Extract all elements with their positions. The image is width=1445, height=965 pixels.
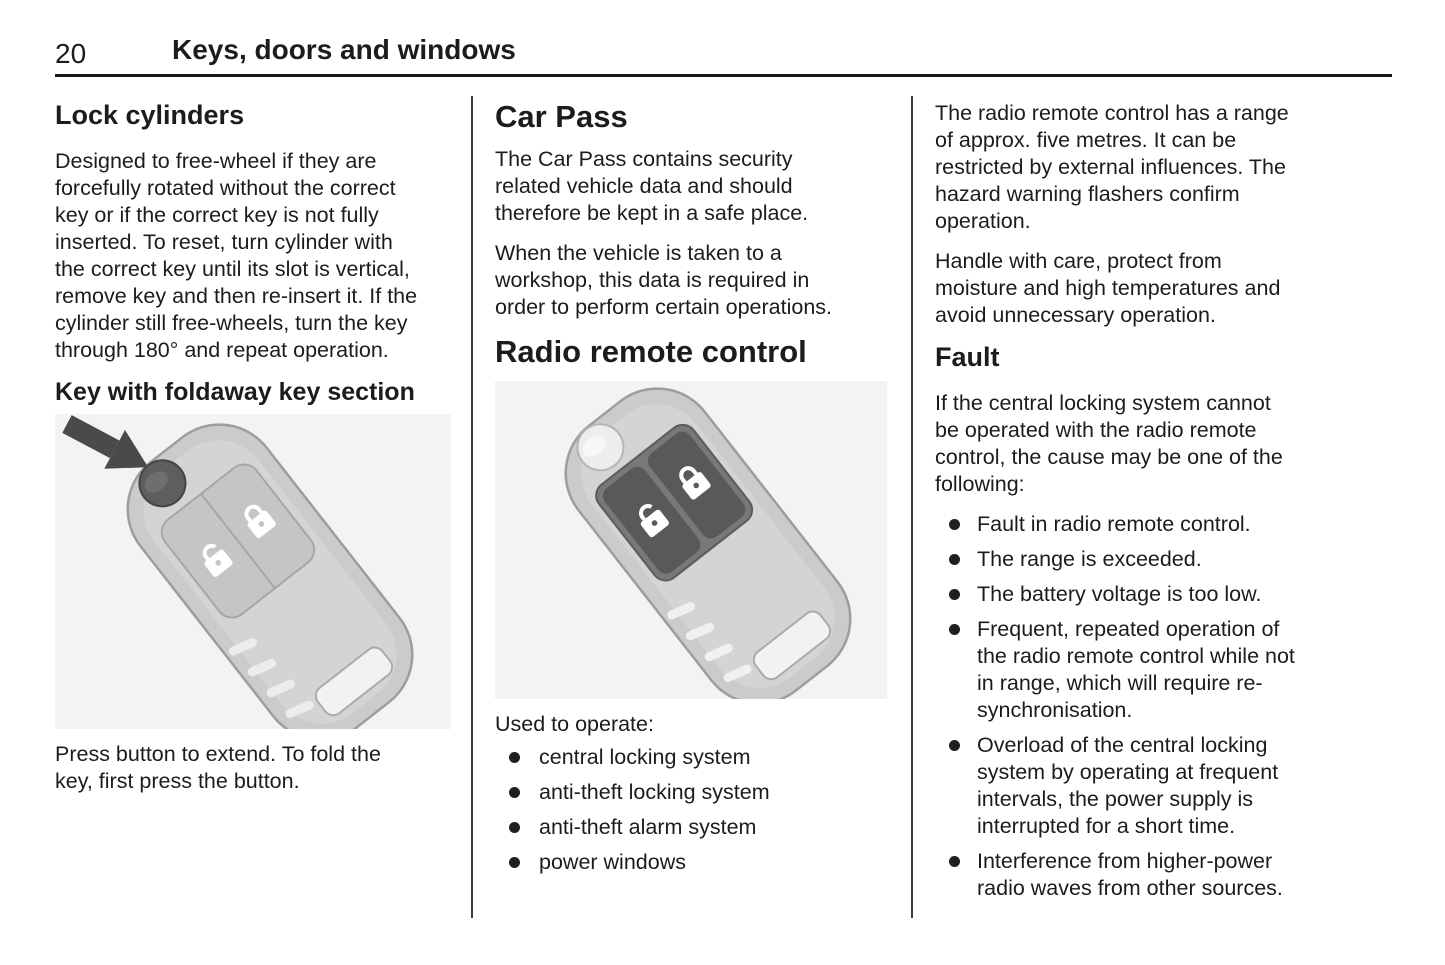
list-item (935, 732, 1297, 840)
list-item (935, 546, 1297, 573)
bullet-icon (949, 519, 960, 530)
car-pass-para1: The Car Pass contains security related vehicle data and should therefore be kept in a safe place. (495, 147, 809, 225)
bullet-icon (509, 857, 520, 868)
bullet-icon (509, 787, 520, 798)
list-item-text: power windows (539, 850, 686, 874)
column-right (935, 100, 1297, 910)
list-item-text: Overload of the central locking system by operating at frequent intervals, the power supply is interrupted for a short time. (977, 733, 1279, 838)
list-item-text: central locking system (539, 745, 751, 769)
radio-remote-illustration (495, 381, 855, 699)
fault-intro: If the central locking system cannot be operated with the radio remote control, the cause may be one of the following: (935, 391, 1283, 496)
list-item (495, 779, 855, 806)
chapter-title: Keys, doors and windows (172, 34, 516, 65)
list-item (935, 511, 1297, 538)
heading-foldaway-key: Key with foldaway key section (55, 378, 415, 406)
bullet-icon (949, 856, 960, 867)
heading-car-pass: Car Pass (495, 99, 628, 134)
column-middle (495, 100, 855, 884)
list-item (495, 744, 855, 771)
bullet-icon (949, 554, 960, 565)
header-rule (55, 74, 1392, 77)
list-item-text: The range is exceeded. (977, 547, 1202, 571)
bullet-icon (509, 752, 520, 763)
radio-remote-range-para: The radio remote control has a range of approx. five metres. It can be restricted by external influences. The hazard warning flashers confirm operation. (935, 101, 1289, 233)
list-item-text: Interference from higher-power radio waves from other sources. (977, 849, 1283, 900)
list-item (495, 814, 855, 841)
used-to-operate-intro: Used to operate: (495, 712, 654, 736)
fault-list (935, 511, 1297, 902)
key-fob-graphic (55, 414, 451, 729)
radio-remote-list (495, 744, 855, 876)
list-item (495, 849, 855, 876)
bullet-icon (509, 822, 520, 833)
foldaway-key-illustration (55, 414, 423, 729)
column-left (55, 100, 423, 808)
list-item (935, 616, 1297, 724)
bullet-icon (949, 624, 960, 635)
list-item-text: Fault in radio remote control. (977, 512, 1251, 536)
foldaway-caption: Press button to extend. To fold the key, first press the button. (55, 742, 381, 793)
heading-lock-cylinders: Lock cylinders (55, 100, 245, 130)
list-item (935, 581, 1297, 608)
car-pass-para2: When the vehicle is taken to a workshop, this data is required in order to perform certain operations. (495, 241, 832, 319)
list-item-text: The battery voltage is too low. (977, 582, 1262, 606)
list-item-text: anti-theft alarm system (539, 815, 757, 839)
page-number: 20 (55, 38, 87, 69)
column-divider-left (471, 96, 473, 918)
list-item (935, 848, 1297, 902)
list-item-text: anti-theft locking system (539, 780, 770, 804)
bullet-icon (949, 740, 960, 751)
radio-remote-care-para: Handle with care, protect from moisture and high temperatures and avoid unnecessary operation. (935, 249, 1281, 327)
heading-radio-remote: Radio remote control (495, 334, 807, 369)
column-divider-right (911, 96, 913, 918)
lock-cylinders-body: Designed to free-wheel if they are forcefully rotated without the correct key or if the correct key is not fully inserted. To reset, turn cylinder with the correct key until its slot is vertical, remove key and then re-insert it. If the cylinder still free-wheels, turn the key through 180° and repeat operation. (55, 149, 418, 362)
key-fob-graphic (495, 381, 887, 699)
bullet-icon (949, 589, 960, 600)
heading-fault: Fault (935, 342, 1000, 372)
list-item-text: Frequent, repeated operation of the radio remote control while not in range, which will require re-synchronisation. (977, 617, 1295, 722)
